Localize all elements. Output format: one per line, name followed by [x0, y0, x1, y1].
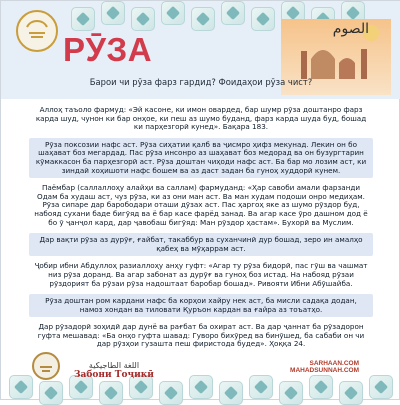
footer-logo-icon — [31, 351, 61, 381]
paragraph-7: Дар рӯзадорӣ зоҳидӣ дар дунё ва рағбат ба охират аст. Ва дар ҷаннат ба рӯзадорон гуфта мешавад: «Ба онҳо гуфта шавад: Гуворо бихӯред ва бинӯшед, ба сабаби он чи дар рӯзҳои гузашта пеш фиристода будед». Ҳоққа 24. — [37, 322, 365, 349]
paragraph-5: Ҷобир ибни Абдуллоҳ разиаллоҳу анҳу гуфт: «Агар ту рӯза бидорӣ, пас гӯш ва чашмат низ рӯза доранд. Ва агар забонат аз дурӯғ ва гуноҳ боз истад. На набояд рӯзаи рӯздорият ба рӯзаи рӯза надоштаат баробар бошад». Ривояти Ибни Абӯшайба. — [34, 261, 368, 288]
footer-arabic: اللغة الطاجيكية — [88, 361, 140, 370]
paragraph-3: Паёмбар (саллаллоҳу алайҳи ва саллам) фармуданд: «Ҳар савоби амали фарзанди Одам ба худаш аст, чуз рӯза, ки аз они ман аст. Ва ман худам подоши онро медиҳам. Рӯза сипаре дар барободари оташи дӯзах аст. Пас ҳаргоҳ яке аз шумо рӯздор буд, набояд сухани бадe бигӯяд ва ё бар касе фарёд занад. Ва агар касе ӯро дашном дод ё бо ӯ ҷанҷол кард, дар ҷавобаш бигӯяд: Ман рӯздор ҳастам». Бухорӣ ва Муслим. — [34, 183, 368, 227]
logo-icon — [15, 9, 59, 53]
footer-site-2[interactable]: MAHADSUNNAH.COM — [290, 367, 359, 374]
footer-language — [59, 361, 169, 380]
paragraph-1: Аллоҳ таъоло фармуд: «Эй касоне, ки имон овардед, бар шумр рӯза доштанро фарз карда шуд, чунон ки бар онҳое, ки пеш аз шумо буданд, фарз карда шуда буд, бошад ки парҳезгорӣ кунед». Бақара 183. — [35, 105, 367, 132]
page-title: РӮЗА — [63, 31, 153, 68]
footer-site-1[interactable]: SARHAAN.COM — [309, 360, 359, 367]
subtitle: Барои чи рӯза фарз гардид? Фоидаҳои рӯза чист? — [89, 77, 313, 87]
paragraph-4: Дар вақти рӯза аз дурӯғ, ғайбат, такаббур ва суханчинӣ дур бошад, зеро ин амалҳо қабеҳ ва мӯҳаррам аст. — [29, 233, 373, 256]
content — [29, 103, 373, 349]
paragraph-2: Рӯза поксозии нафс аст. Рӯза сиҳатии қалб ва ҷисмро ҳифз мекунад. Лекин он бо шаҳават боз мегардад. Пас рӯза инсонро аз шаҳават боз медорад ва он бузургтарин кӯмаккасон ба парҳезгорӣ аст. Рӯза доштан чиҳоди нафс аст. Ба бар мо лозим аст, ки зиндаӣ хоҳишоти нафс бошем ва аз даст задан ба гуноҳ худдорӣ кунем. — [29, 138, 373, 178]
paragraph-6: Рӯза доштан ром кардани нафс ба корҳои хайру нек аст, ба мисли садақа додан, намоз хондан ва тиловати Қуръон кардан ва ғайра аз тоъатҳо. — [29, 294, 373, 317]
footer-language-label: Забони Тоҷикӣ — [74, 370, 154, 380]
header — [1, 1, 400, 99]
footer-sites — [239, 360, 359, 374]
arabic-title: الصوم — [332, 21, 369, 37]
